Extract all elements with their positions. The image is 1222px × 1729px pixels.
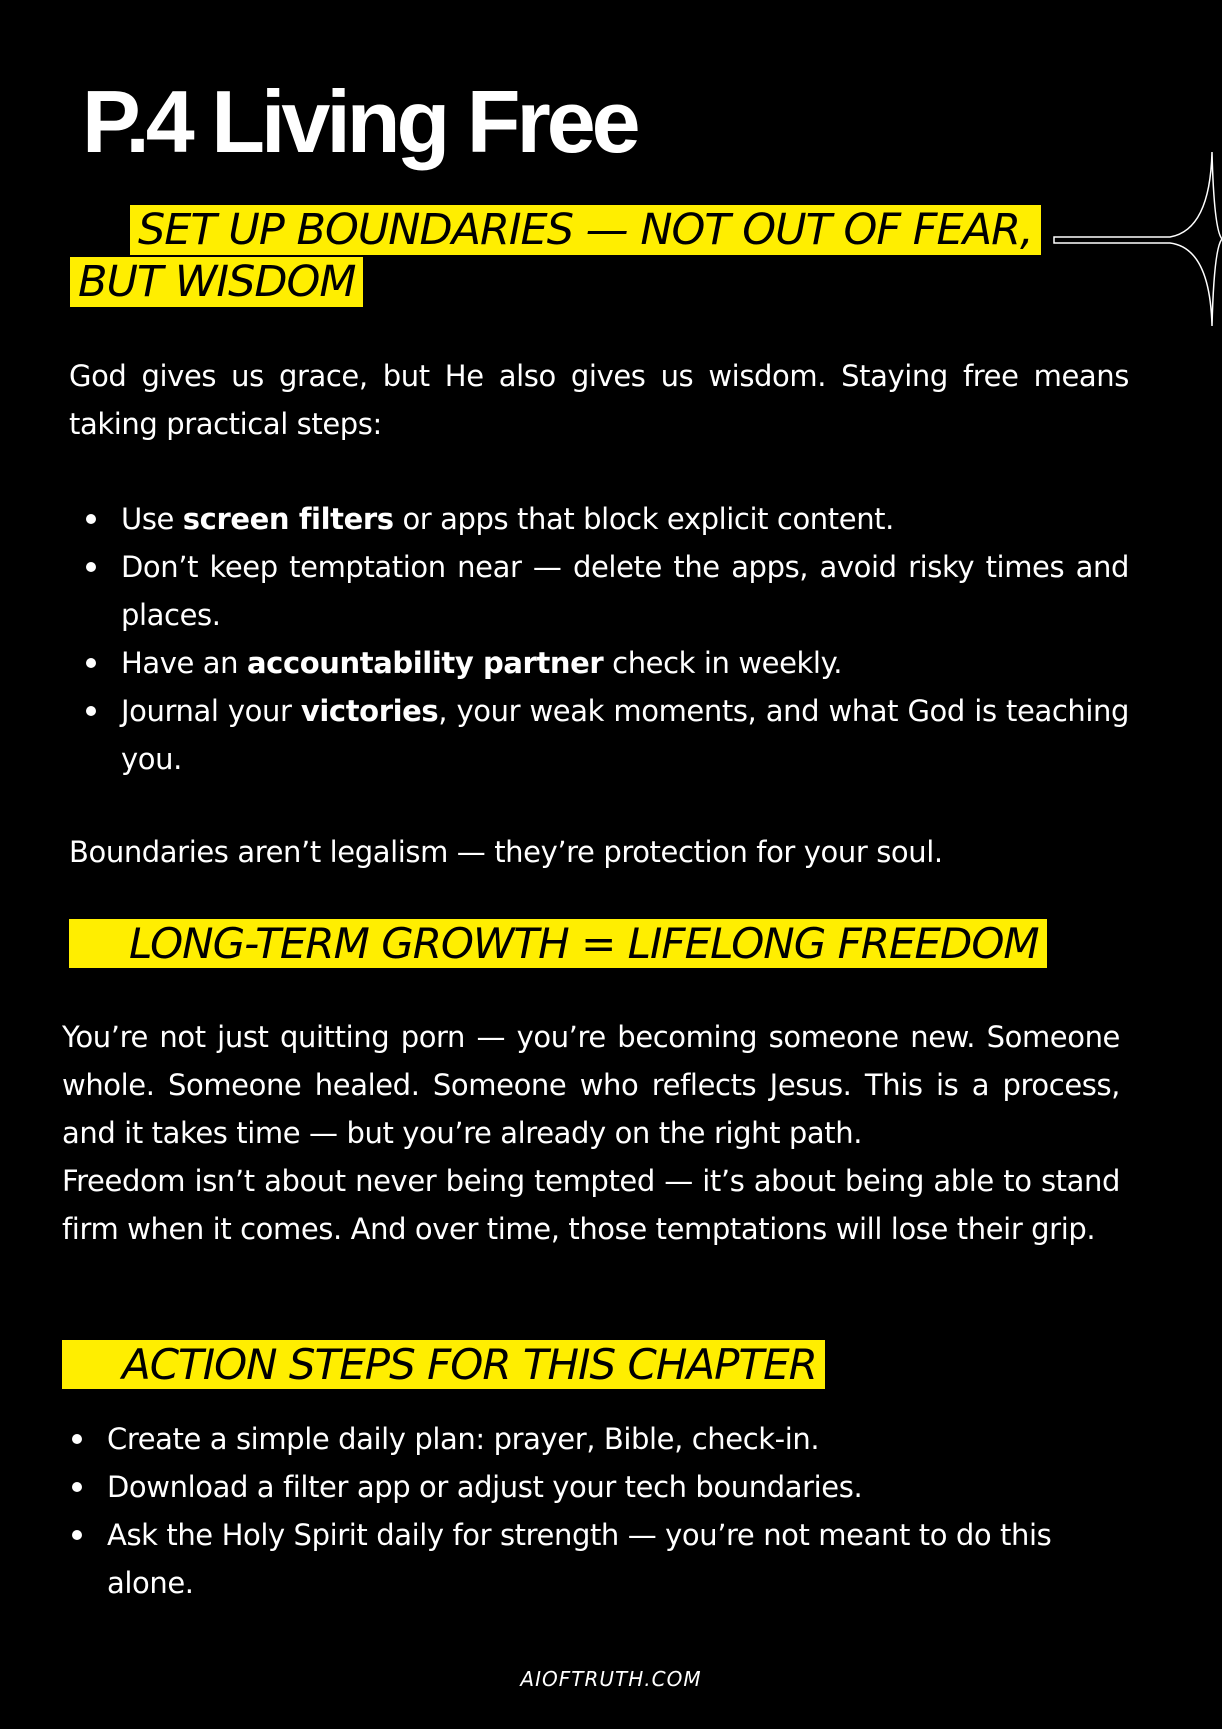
intro-paragraph: God gives us grace, but He also gives us wisdom. Staying free means taking practical steps: <box>69 359 1129 441</box>
boundaries-closing: Boundaries aren’t legalism — they’re protection for your soul. <box>69 835 943 869</box>
sparkle-icon <box>1040 148 1222 330</box>
list-item: Create a simple daily plan: prayer, Bible, check-in. <box>55 1415 1125 1463</box>
section-heading-growth: LONG-TERM GROWTH = LIFELONG FREEDOM <box>69 918 1169 970</box>
section-heading-action-steps: ACTION STEPS FOR THIS CHAPTER <box>62 1339 1162 1391</box>
section-heading-boundaries: SET UP BOUNDARIES — NOT OUT OF FEAR, BUT WISDOM <box>70 204 1060 308</box>
list-item: Use screen filters or apps that block explicit content. <box>69 495 1129 543</box>
growth-paragraph-2: Freedom isn’t about never being tempted — it’s about being able to stand firm when it comes. And over time, those temptations will lose their grip. <box>62 1164 1120 1246</box>
boundaries-list <box>69 495 1129 783</box>
list-item: Ask the Holy Spirit daily for strength — you’re not meant to do this alone. <box>55 1511 1125 1607</box>
list-item: Journal your victories, your weak moments, and what God is teaching you. <box>69 687 1129 783</box>
list-item: Download a filter app or adjust your tech boundaries. <box>55 1463 1125 1511</box>
list-item: Don’t keep temptation near — delete the apps, avoid risky times and places. <box>69 543 1129 639</box>
page-title: P.4 Living Free <box>82 72 637 171</box>
action-steps-list <box>55 1415 1125 1607</box>
footer-website: AIOFTRUTH.COM <box>520 1667 702 1691</box>
growth-paragraph-1: You’re not just quitting porn — you’re becoming someone new. Someone whole. Someone healed. Someone who reflects Jesus. This is a process, and it takes time — but you’re already on the right path. <box>62 1020 1120 1150</box>
list-item: Have an accountability partner check in weekly. <box>69 639 1129 687</box>
